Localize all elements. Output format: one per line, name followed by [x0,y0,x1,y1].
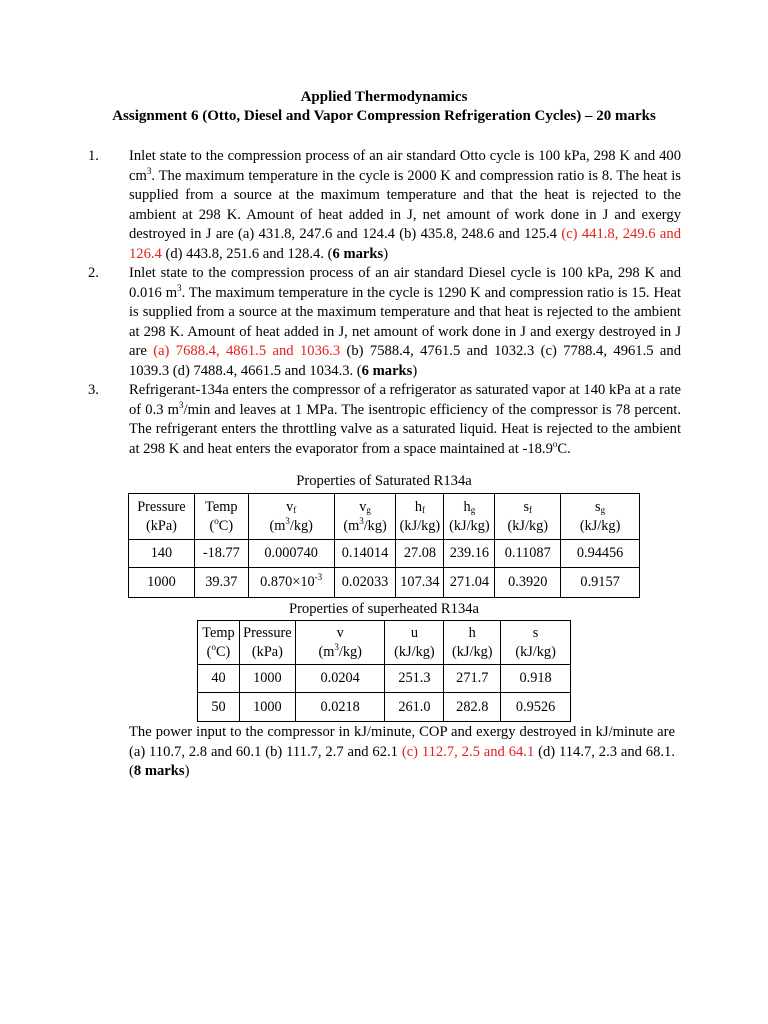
table-cell: 1000 [239,665,295,693]
question-text: Inlet state to the compression process of an air standard Diesel cycle is 100 kPa, 298 K and 0.016 $m^3$. The maximum temperature in the cycle is 1290 K and compression ratio is 15. Heat is supplied from a source at the maximum temperature and that heat is rejected to the ambient at 298 K. Amount of heat added in J, net amount of work done in J and exergy destroyed in J are (a) 7688.4, 4861.5 and 1036.3 (b) 7588.4, 4761.5 and 1032.3 (c) 7788.4, 4961.5 and 1039.3 (d) 7488.4, 4661.5 and 1034.3. (6 marks) [129,265,681,379]
table-row [198,693,571,722]
question-number: 3. [88,382,99,398]
question-text: Inlet state to the compression process of an air standard Otto cycle is 100 kPa, 298 K and 400 $cm^3$. The maximum temperature in the cycle is 2000 K and compression ratio is 8. The heat is supplied from a source at the maximum temperature and that the heat is rejected to the ambient at 298 K. Amount of heat added in J, net amount of work done in J and exergy destroyed in J are (a) 431.8, 247.6 and 124.4 (b) 435.8, 248.6 and 125.4 (c) 441.8, 249.6 and 126.4 (d) 443.8, 251.6 and 128.4. (6 marks) [129,148,682,262]
header-cell: h (kJ/kg) [444,621,501,665]
header-cell: $s_g$ (kJ/kg) [561,494,640,540]
table-cell: 271.7 [444,665,501,693]
question-1 [88,147,682,264]
table-header-row [198,621,571,665]
header-cell: $v_g$ $(m^3/kg)$ [334,494,396,540]
marks: 8 marks [133,763,185,779]
table-cell: 50 [198,693,240,722]
superheated-properties-table [197,620,571,722]
question-3-options: The power input to the compressor in kJ/minute, COP and exergy destroyed in kJ/minute are (a) 110.7, 2.8 and 60.1 (b) 111.7, 2.7 and 62.1 (c) 112.7, 2.5 and 64.1 (d) 114.7, 2.3 and 68.1. (8 marks) [129,724,675,779]
table-row [129,568,640,598]
header-cell: s (kJ/kg) [501,621,571,665]
course-title: Applied Thermodynamics [300,89,468,105]
saturated-properties-table [128,493,640,598]
table-cell: 271.04 [444,568,495,598]
marks: 6 marks [361,362,413,379]
table-cell: 282.8 [444,693,501,722]
table-cell: 40 [198,665,240,693]
question-2 [88,264,681,381]
table-cell: 107.34 [396,568,444,598]
header-cell: $h_g$ (kJ/kg) [444,494,495,540]
header-cell: Pressure (kPa) [129,494,195,540]
marks: 6 marks [332,245,384,262]
table-cell: -18.77 [194,540,248,568]
table-cell: 140 [129,540,195,568]
table-cell: 0.000740 [248,540,334,568]
table-cell: 0.0218 [295,693,385,722]
table-cell: 0.11087 [495,540,561,568]
table-cell: 251.3 [385,665,444,693]
header-cell: Temp ($^o$C) [194,494,248,540]
header-cell: v $(m^3/kg)$ [295,621,385,665]
table-cell: $0.870\times 10^{-3}$ [248,568,334,598]
table-cell: 1000 [129,568,195,598]
table-row [129,540,640,568]
table-cell: 39.37 [194,568,248,598]
table-cell: 239.16 [444,540,495,568]
header-cell: $v_f$ $(m^3/kg)$ [248,494,334,540]
question-3 [88,381,681,459]
table-cell: 0.3920 [495,568,561,598]
question-number: 1. [88,148,99,164]
table-cell: 0.14014 [334,540,396,568]
correct-answer: (a) 7688.4, 4861.5 and 1036.3 [153,343,341,359]
question-number: 2. [88,265,99,281]
correct-answer: (c) 441.8, 249.6 and 126.4 [129,226,682,262]
table-cell: 0.9157 [561,568,640,598]
table-cell: 0.918 [501,665,571,693]
header-cell: Pressure (kPa) [239,621,295,665]
assignment-title: Assignment 6 (Otto, Diesel and Vapor Compression Refrigeration Cycles) – 20 marks [112,108,656,124]
header-cell: Temp ($^o$C) [198,621,240,665]
correct-answer: (c) 112.7, 2.5 and 64.1 [401,743,535,760]
superheated-table-caption: Properties of superheated R134a [288,601,480,617]
table-cell: 0.02033 [334,568,396,598]
table-cell: 1000 [239,693,295,722]
header-cell: $h_f$ (kJ/kg) [396,494,444,540]
table-cell: 27.08 [396,540,444,568]
table-cell: 261.0 [385,693,444,722]
table-cell: 0.94456 [561,540,640,568]
table-header-row [129,494,640,540]
table-row [198,665,571,693]
table-cell: 0.9526 [501,693,571,722]
header-cell: u (kJ/kg) [385,621,444,665]
saturated-table-caption: Properties of Saturated R134a [296,473,472,489]
question-text: Refrigerant-134a enters the compressor of a refrigerator as saturated vapor at 140 kPa at a rate of 0.3 $m^3/\min$ and leaves at 1 MPa. The isentropic efficiency of the compressor is 78 percent. The refrigerant enters the throttling valve as a saturated liquid. Heat is rejected to the ambient at 298 K and heat enters the evaporator from a space maintained at -18.9$^o$C. [129,382,681,457]
table-cell: 0.0204 [295,665,385,693]
header-cell: $s_f$ (kJ/kg) [495,494,561,540]
